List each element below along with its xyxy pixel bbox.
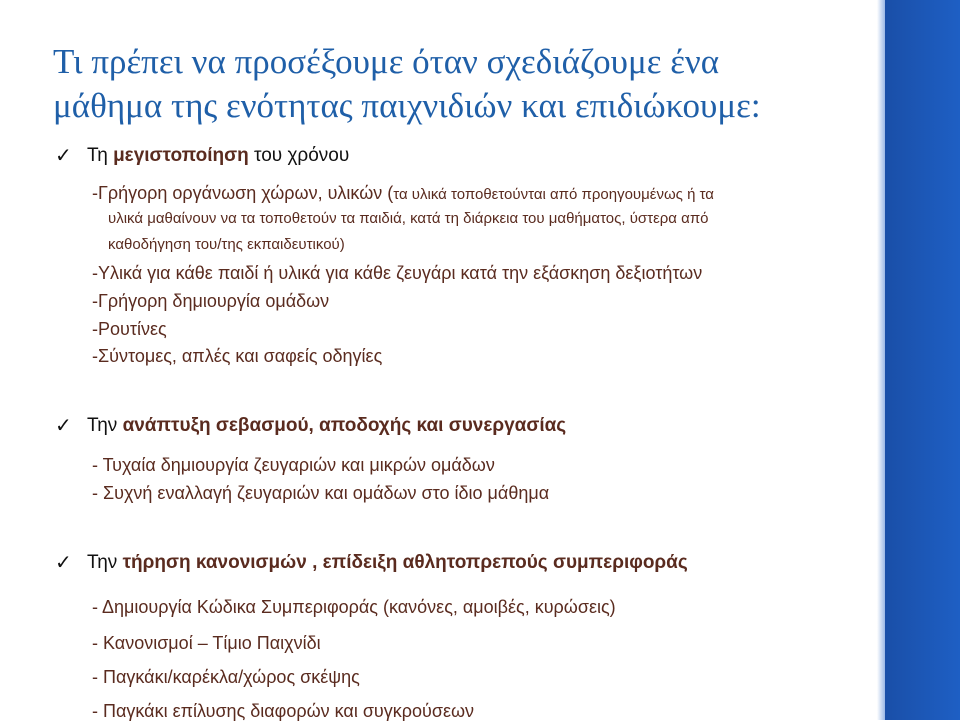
right-accent-bar — [885, 0, 960, 720]
sub-item-1-note-1: τα υλικά τοποθετούνται από προηγουμένως ή τα — [393, 186, 714, 203]
bullet-3 — [87, 552, 688, 574]
sub-item-1 — [92, 183, 714, 204]
bullet-3-bold: τήρηση κανονισμών , επίδειξη αθλητοπρεπούς συμπεριφοράς — [122, 552, 688, 573]
slide-title — [53, 40, 853, 128]
sub-item-10: - Παγκάκι/καρέκλα/χώρος σκέψης — [92, 667, 360, 687]
bullet-1-suffix: του χρόνου — [248, 145, 350, 166]
bullet-1-bold: μεγιστοποίηση — [113, 145, 249, 166]
bullet-3-prefix: Την — [87, 552, 123, 573]
sub-item-1-main: -Γρήγορη οργάνωση χώρων, υλικών ( — [92, 183, 394, 203]
sub-item-7: - Συχνή εναλλαγή ζευγαριών και ομάδων στο ίδιο μάθημα — [92, 483, 550, 503]
bullet-2-bold: ανάπτυξη σεβασμού, αποδοχής και συνεργασίας — [122, 415, 567, 436]
checkmark-icon: ✓ — [55, 145, 72, 167]
sub-item-8: - Δημιουργία Κώδικα Συμπεριφοράς (κανόνες, αμοιβές, κυρώσεις) — [92, 597, 616, 617]
sub-item-4: -Ρουτίνες — [92, 319, 167, 339]
sub-item-1-note-2: υλικά μαθαίνουν να τα τοποθετούν τα παιδιά, κατά τη διάρκεια του μαθήματος, ύστερα από — [108, 210, 709, 227]
sub-item-9: - Κανονισμοί – Τίμιο Παιχνίδι — [92, 633, 321, 653]
sidebar-edge — [877, 0, 885, 720]
checkmark-icon: ✓ — [55, 552, 72, 574]
bullet-2-prefix: Την — [87, 415, 123, 436]
bullet-1-prefix: Τη — [87, 145, 114, 166]
sub-item-6: - Τυχαία δημιουργία ζευγαριών και μικρών ομάδων — [92, 455, 495, 475]
bullet-1 — [87, 145, 349, 167]
sub-item-3: -Γρήγορη δημιουργία ομάδων — [92, 291, 330, 311]
title-line-2: μάθημα της ενότητας παιχνιδιών και επιδιώκουμε: — [53, 86, 761, 125]
sub-item-5: -Σύντομες, απλές και σαφείς οδηγίες — [92, 346, 383, 366]
sub-item-11: - Παγκάκι επίλυσης διαφορών και συγκρούσεων — [92, 701, 475, 721]
sub-item-2: -Υλικά για κάθε παιδί ή υλικά για κάθε ζευγάρι κατά την εξάσκηση δεξιοτήτων — [92, 263, 703, 283]
title-line-1: Τι πρέπει να προσέξουμε όταν σχεδιάζουμε ένα — [53, 42, 720, 81]
bullet-2 — [87, 415, 566, 437]
sub-item-1-note-3: καθοδήγηση του/της εκπαιδευτικού) — [108, 236, 345, 253]
checkmark-icon: ✓ — [55, 415, 72, 437]
